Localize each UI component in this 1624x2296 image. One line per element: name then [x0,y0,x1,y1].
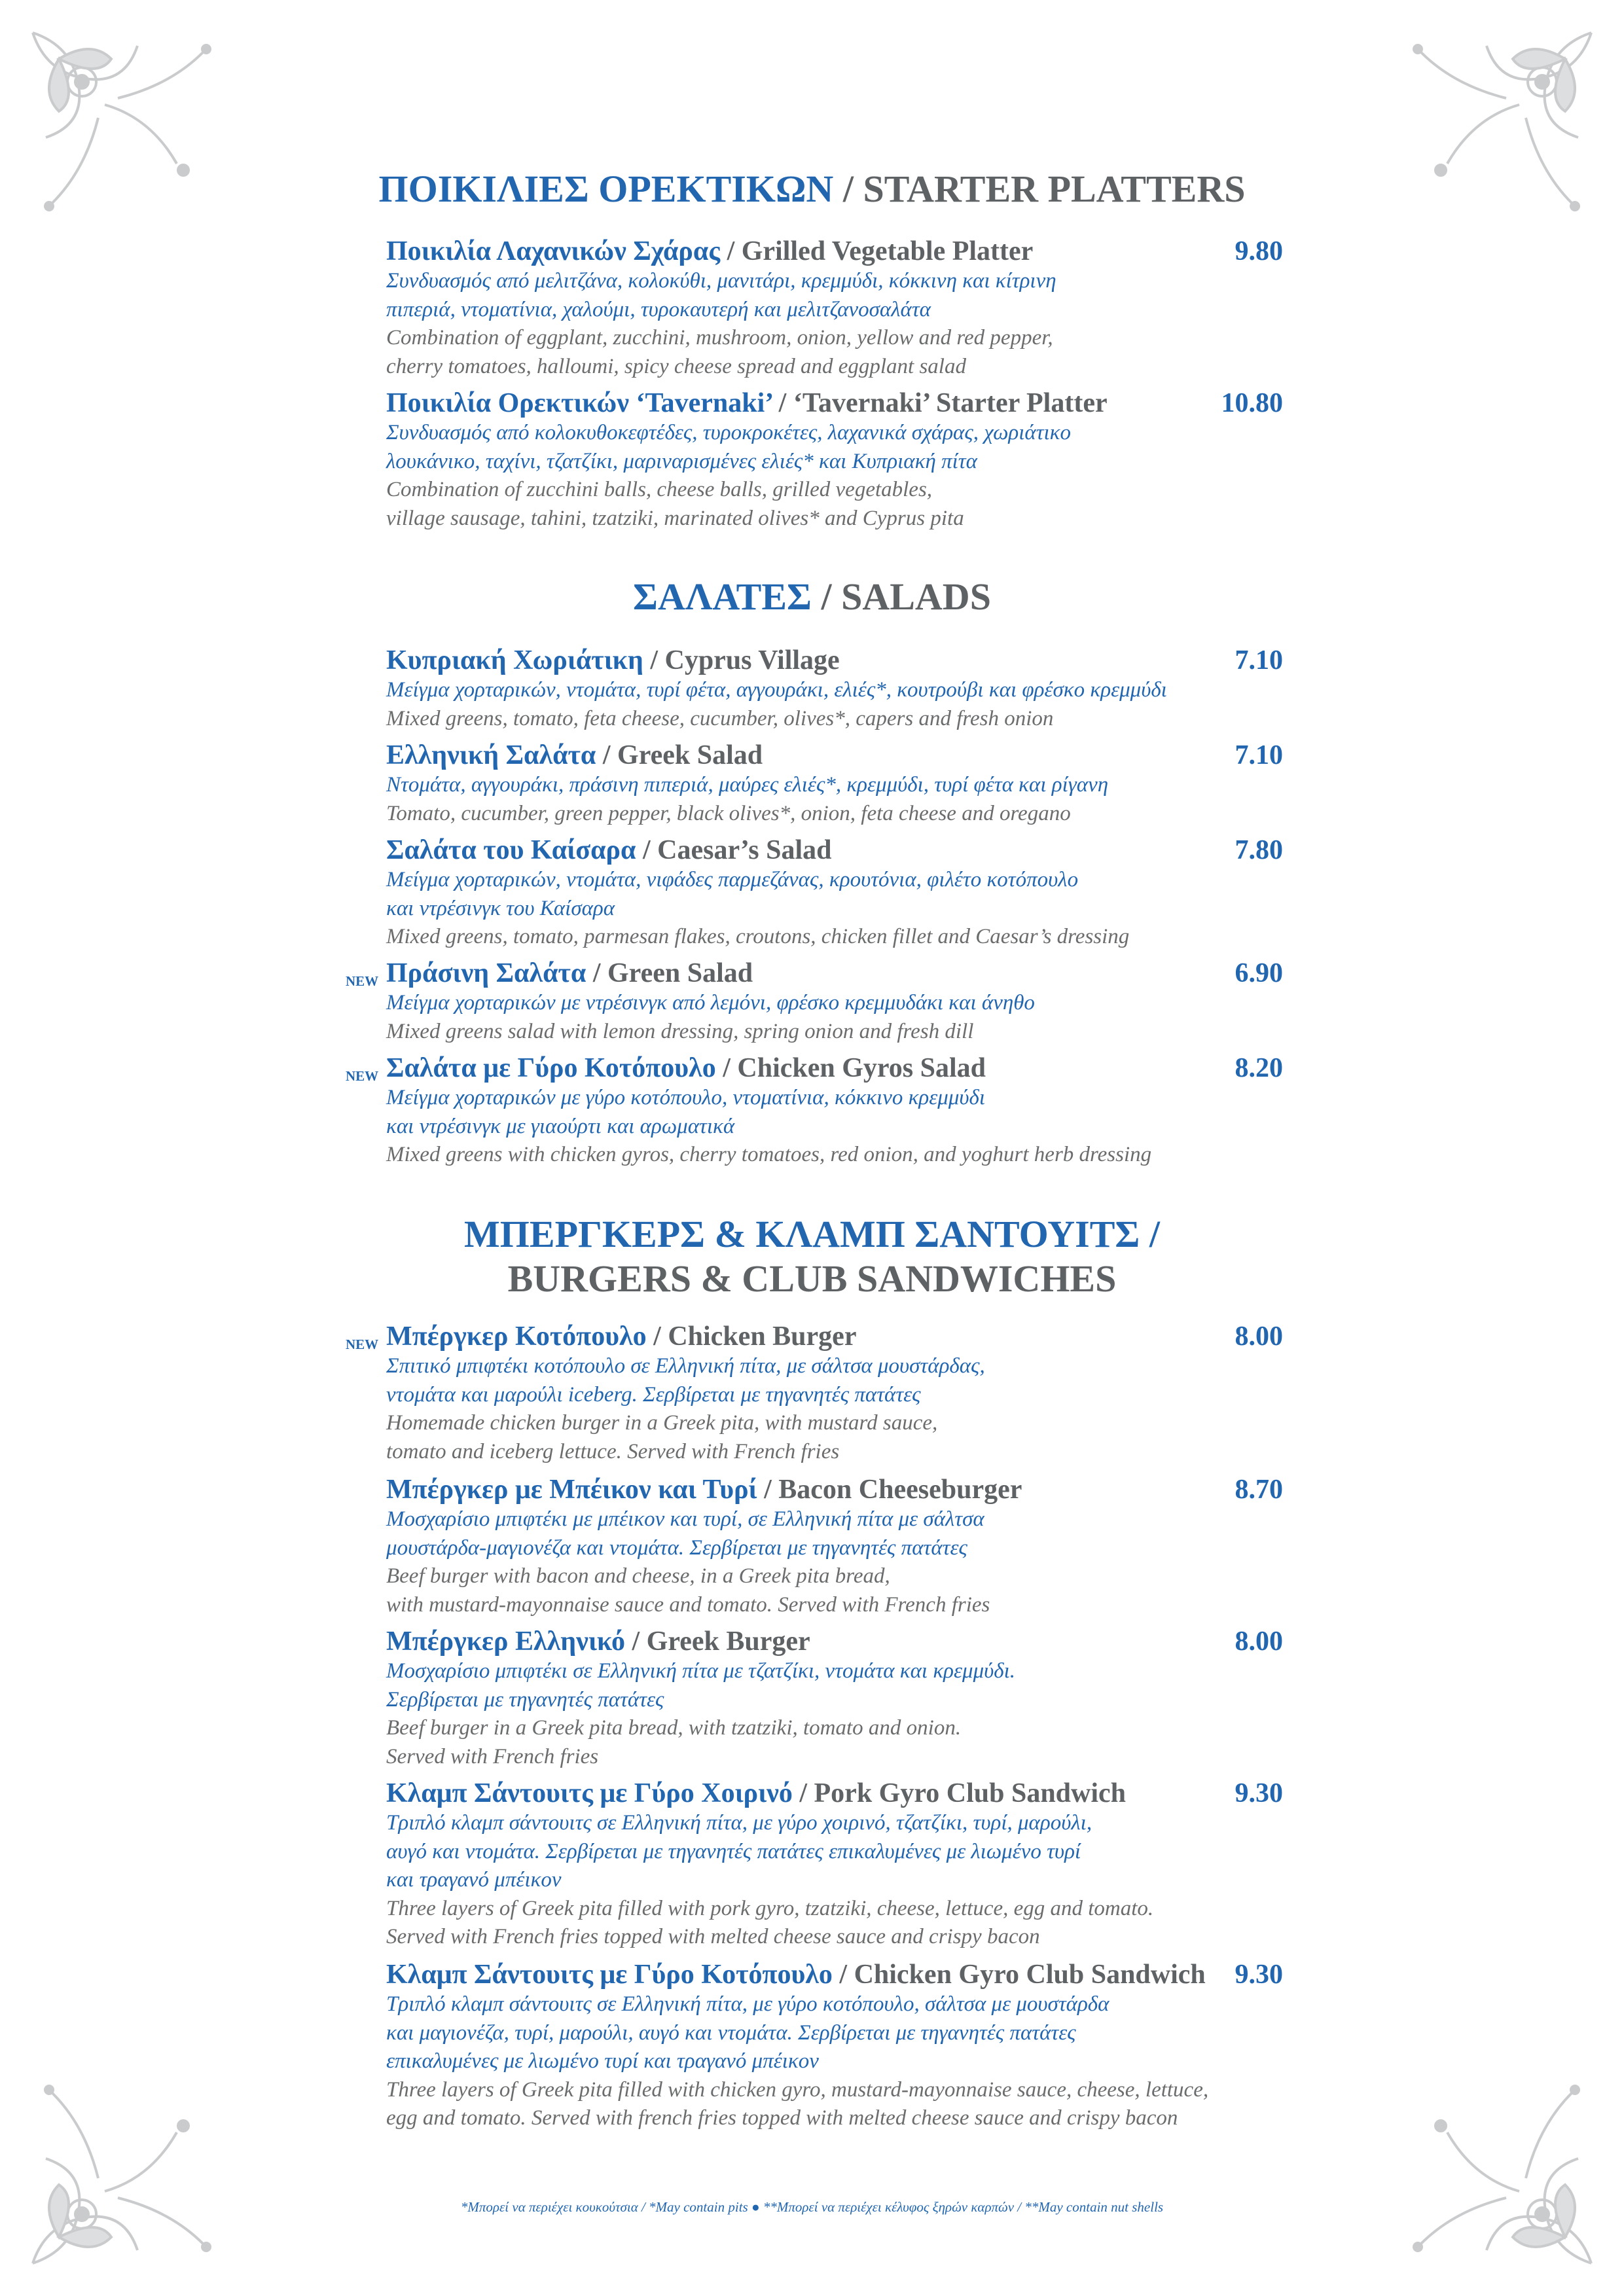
menu-item-description-greek: Σπιτικό μπιφτέκι κοτόπουλο σε Ελληνική πίτα, με σάλτσα μουστάρδας, [386,1354,985,1378]
menu-item-description-english: Three layers of Greek pita filled with pork gyro, tzatziki, cheese, lettuce, egg and tomato. [386,1896,1154,1920]
menu-item-description-english: Mixed greens, tomato, parmesan flakes, croutons, chicken fillet and Caesar’s dressing [386,925,1130,948]
menu-item-separator: / [792,1778,814,1808]
menu-item-price: 9.30 [1235,1960,1283,1990]
menu-item-description-english: Combination of zucchini balls, cheese balls, grilled vegetables, [386,478,933,501]
menu-item-name-english: Green Salad [607,958,753,988]
menu-item-name-greek: Κλαμπ Σάντουιτς με Γύρο Κοτόπουλο [386,1960,833,1990]
menu-item-name-english: Greek Salad [617,740,763,770]
menu-item-description-greek: πιπεριά, ντοματίνια, χαλούμι, τυροκαυτερή και μελιτζανοσαλάτα [386,297,931,321]
menu-item-description-greek: Συνδυασμός από κολοκυθοκεφτέδες, τυροκροκέτες, λαχανικά σχάρας, χωριάτικο [386,421,1072,444]
menu-item-description-english: Served with French fries [386,1744,599,1768]
new-badge: NEW [346,1336,379,1352]
menu-item-description-english: Mixed greens salad with lemon dressing, spring onion and fresh dill [386,1019,974,1043]
menu-item-description-greek: και τραγανό μπέικον [386,1868,562,1892]
menu-item-description-greek: Μοσχαρίσιο μπιφτέκι σε Ελληνική πίτα με τζατζίκι, ντομάτα και κρεμμύδι. [386,1659,1016,1683]
menu-item-heading [386,1778,1303,1809]
menu-item-name-greek: Σαλάτα του Καίσαρα [386,835,636,865]
menu-item-price: 8.00 [1235,1321,1283,1352]
menu-item [386,1626,1303,1771]
menu-item-price: 8.20 [1235,1053,1283,1083]
menu-item-description-english: Combination of eggplant, zucchini, mushroom, onion, yellow and red pepper, [386,326,1053,350]
menu-item-name-english: Greek Burger [646,1626,810,1657]
menu-item [386,1959,1303,2133]
menu-item-name-english: Pork Gyro Club Sandwich [814,1778,1127,1808]
section-title-separator: / [811,575,842,618]
menu-item [386,834,1303,952]
section-title-greek: ΠΟΙΚΙΛΙΕΣ ΟΡΕΚΤΙΚΩΝ [378,168,834,210]
menu-item-description-greek: Σερβίρεται με τηγανητές πατάτες [386,1687,664,1712]
menu-item-description-greek: Μείγμα χορταρικών, ντομάτα, τυρί φέτα, αγγουράκι, ελιές*, κουτρούβι και φρέσκο κρεμμύδι [386,678,1167,702]
allergen-footnote: *Μπορεί να περιέχει κουκούτσια / *May contain pits ● **Μπορεί να περιέχει κέλυφος ξηρών καρπών / **May contain nut shells [460,2199,1164,2215]
menu-item-description-greek: ντομάτα και μαρούλι iceberg. Σερβίρεται με τηγανητές πατάτες [386,1382,921,1407]
menu-item-name-greek: Μπέργκερ Κοτόπουλο [386,1321,647,1352]
menu-item-heading [386,1474,1303,1505]
menu-item-heading [386,236,1303,267]
menu-item-heading [386,834,1303,866]
menu-item-separator: / [715,1053,738,1083]
menu-item-description-greek: και μαγιονέζα, τυρί, μαρούλι, αυγό και ντομάτα. Σερβίρεται με τηγανητές πατάτες [386,2020,1076,2045]
menu-item-name-greek: Μπέργκερ Ελληνικό [386,1626,625,1657]
menu-item-description-greek: Μείγμα χορταρικών με ντρέσινγκ από λεμόνι, φρέσκο κρεμμυδάκι και άνηθο [386,991,1035,1014]
section-title-english: STARTER PLATTERS [863,168,1246,210]
menu-item-separator: / [720,236,742,266]
menu-item-price: 8.00 [1235,1626,1283,1657]
menu-item-name-english: ‘Tavernaki’ Starter Platter [793,388,1108,418]
menu-item-description-greek: Ντομάτα, αγγουράκι, πράσινη πιπεριά, μαύρες ελιές*, κρεμμύδι, τυρί φέτα και ρίγανη [386,773,1109,797]
menu-item-price: 7.10 [1235,740,1283,770]
corner-ornament-icon [1408,2080,1604,2276]
menu-item-name-english: Bacon Cheeseburger [778,1475,1022,1505]
menu-item-description-greek: Μοσχαρίσιο μπιφτέκι με μπέικον και τυρί, σε Ελληνική πίτα με σάλτσα [386,1507,984,1531]
menu-item-name-english: Chicken Gyros Salad [737,1053,986,1083]
menu-item [346,958,1303,1046]
menu-item-heading [386,740,1303,771]
menu-item-description-english: Homemade chicken burger in a Greek pita, with mustard sauce, [386,1411,938,1435]
new-badge: NEW [346,973,379,989]
menu-item [386,387,1303,533]
menu-item-heading [386,645,1303,676]
menu-item-separator: / [596,740,618,770]
menu-item-description-english: cherry tomatoes, halloumi, spicy cheese spread and eggplant salad [386,354,966,378]
section-title-salads [0,575,1624,619]
menu-item-description-english: Served with French fries topped with melted cheese sauce and crispy bacon [386,1925,1040,1948]
menu-item-name-english: Caesar’s Salad [657,835,832,865]
menu-item-name-greek: Κυπριακή Χωριάτικη [386,645,643,675]
menu-item-heading [346,1321,1303,1352]
menu-item-separator: / [832,1960,854,1990]
menu-item-heading [346,1052,1303,1084]
menu-item [386,236,1303,381]
menu-item-description-english: egg and tomato. Served with french fries topped with melted cheese sauce and crispy bacon [386,2106,1178,2130]
menu-item-name-greek: Ποικιλία Ορεκτικών ‘Tavernaki’ [386,388,772,418]
menu-item-name-greek: Ελληνική Σαλάτα [386,740,596,770]
menu-item-description-greek: και ντρέσινγκ του Καίσαρα [386,896,615,920]
menu-item-description-greek: Τριπλό κλαμπ σάντουιτς σε Ελληνική πίτα, με γύρο κοτόπουλο, σάλτσα με μουστάρδα [386,1992,1110,2016]
corner-ornament-icon [20,2080,216,2276]
menu-item-name-greek: Σαλάτα με Γύρο Κοτόπουλο [386,1053,716,1083]
menu-item-name-greek: Πράσινη Σαλάτα [386,958,586,988]
menu-item-price: 9.30 [1235,1778,1283,1808]
menu-item-description-english: village sausage, tahini, tzatziki, marinated olives* and Cyprus pita [386,506,964,530]
menu-item-name-english: Chicken Burger [668,1321,857,1352]
menu-item-price: 8.70 [1235,1475,1283,1505]
menu-item [346,1321,1303,1466]
menu-item-heading [386,1959,1303,1990]
menu-item-name-english: Grilled Vegetable Platter [741,236,1034,266]
section-title-starter-platters [0,167,1624,211]
menu-item-price: 9.80 [1235,236,1283,266]
menu-item-separator: / [624,1626,647,1657]
section-title-burgers [0,1212,1624,1301]
menu-item-description-greek: λουκάνικο, ταχίνι, τζατζίκι, μαριναρισμένες ελιές* και Κυπριακή πίτα [386,449,977,473]
menu-item-heading [386,387,1303,419]
new-badge: NEW [346,1068,379,1084]
menu-item-description-english: Beef burger with bacon and cheese, in a Greek pita bread, [386,1564,890,1588]
menu-item-description-english: with mustard-mayonnaise sauce and tomato. Served with French fries [386,1592,990,1617]
menu-item-description-english: Mixed greens with chicken gyros, cherry tomatoes, red onion, and yoghurt herb dressing [386,1143,1152,1166]
menu-item-description-greek: Τριπλό κλαμπ σάντουιτς σε Ελληνική πίτα, με γύρο χοιρινό, τζατζίκι, τυρί, μαρούλι, [386,1811,1092,1835]
menu-item-description-greek: και ντρέσινγκ με γιαούρτι και αρωματικά [386,1114,735,1138]
menu-item-heading [346,958,1303,989]
menu-item [386,740,1303,828]
section-title-greek: ΜΠΕΡΓΚΕΡΣ & ΚΛΑΜΠ ΣΑΝΤΟΥΙΤΣ / [464,1213,1160,1255]
menu-item-description-greek: Μείγμα χορταρικών με γύρο κοτόπουλο, ντοματίνια, κόκκινο κρεμμύδι [386,1086,986,1109]
menu-item [346,1052,1303,1170]
menu-item-name-greek: Ποικιλία Λαχανικών Σχάρας [386,236,721,266]
menu-item-description-english: Beef burger in a Greek pita bread, with tzatziki, tomato and onion. [386,1716,962,1740]
menu-item [386,645,1303,733]
menu-item-separator: / [757,1475,779,1505]
menu-item-price: 7.10 [1235,645,1283,675]
menu-item-name-greek: Κλαμπ Σάντουιτς με Γύρο Χοιρινό [386,1778,793,1808]
menu-item-description-greek: μουστάρδα-μαγιονέζα και ντομάτα. Σερβίρεται με τηγανητές πατάτες [386,1535,967,1560]
menu-item-heading [386,1626,1303,1657]
menu-item-description-greek: αυγό και ντομάτα. Σερβίρεται με τηγανητές πατάτες επικαλυμένες με λιωμένο τυρί [386,1839,1081,1863]
menu-item-price: 6.90 [1235,958,1283,988]
menu-item-separator: / [772,388,793,418]
menu-item-separator: / [636,835,658,865]
menu-item-description-greek: επικαλυμένες με λιωμένο τυρί και τραγανό μπέικον [386,2049,819,2073]
menu-item-description-english: tomato and iceberg lettuce. Served with French fries [386,1439,840,1463]
section-title-english: SALADS [841,575,991,618]
menu-item-description-english: Three layers of Greek pita filled with chicken gyro, mustard-mayonnaise sauce, cheese, lettuce, [386,2077,1209,2102]
menu-item-price: 7.80 [1235,835,1283,865]
section-title-english: BURGERS & CLUB SANDWICHES [507,1257,1117,1300]
section-title-separator: / [833,168,863,210]
menu-item-price: 10.80 [1221,388,1283,418]
menu-item-description-greek: Μείγμα χορταρικών, ντομάτα, νιφάδες παρμεζάνας, κρουτόνια, φιλέτο κοτόπουλο [386,868,1079,891]
menu-item-description-english: Tomato, cucumber, green pepper, black olives*, onion, feta cheese and oregano [386,801,1071,825]
menu-item-separator: / [586,958,608,988]
menu-item-name-english: Cyprus Village [664,645,840,675]
menu-item [386,1474,1303,1619]
section-title-greek: ΣΑΛΑΤΕΣ [633,575,812,618]
menu-item-separator: / [646,1321,668,1352]
menu-item-description-greek: Συνδυασμός από μελιτζάνα, κολοκύθι, μανιτάρι, κρεμμύδι, κόκκινη και κίτρινη [386,269,1056,293]
menu-item [386,1778,1303,1952]
menu-item-description-english: Mixed greens, tomato, feta cheese, cucumber, olives*, capers and fresh onion [386,706,1054,730]
menu-item-separator: / [643,645,665,675]
menu-item-name-greek: Μπέργκερ με Μπέικον και Τυρί [386,1475,757,1505]
menu-item-name-english: Chicken Gyro Club Sandwich [854,1960,1206,1990]
